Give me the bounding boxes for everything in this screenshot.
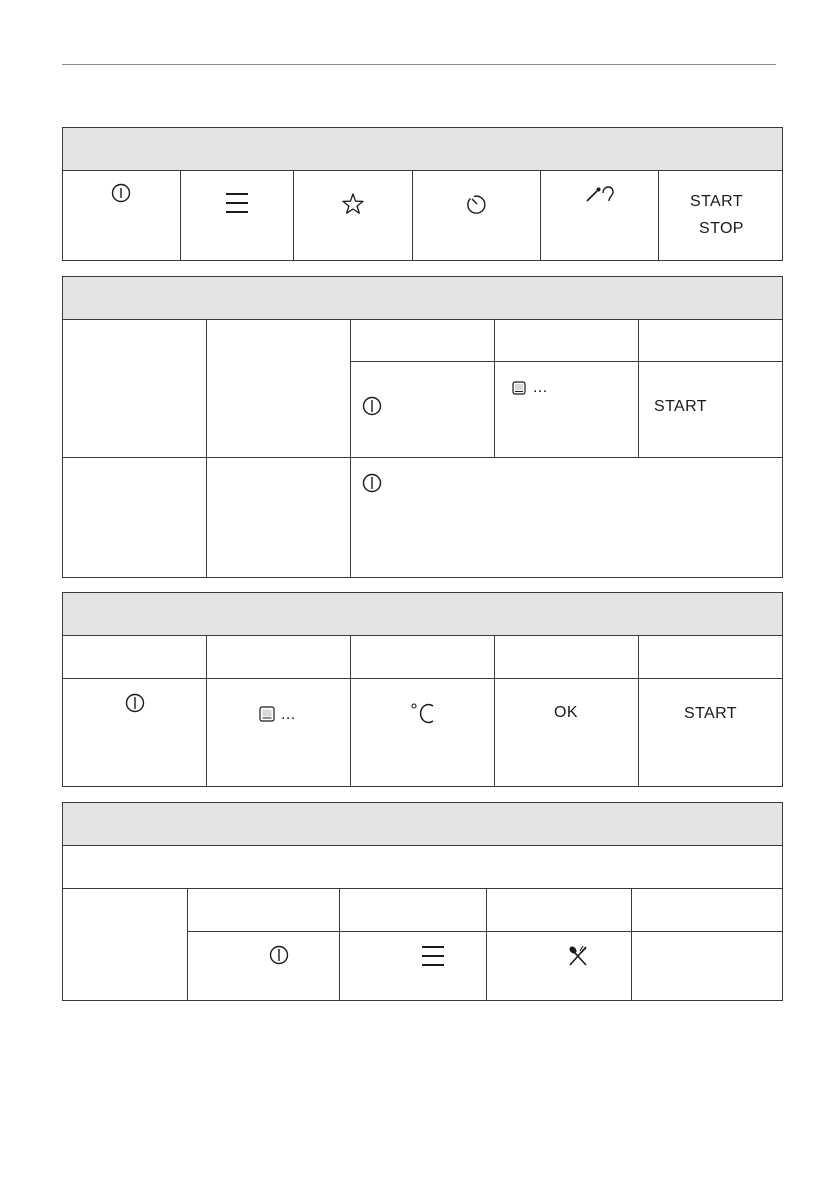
ellipsis-text: ... bbox=[281, 706, 296, 723]
panel-cell-power bbox=[63, 171, 181, 261]
setting-table-4 bbox=[62, 802, 783, 1001]
subheader-cell bbox=[207, 636, 351, 679]
step-number-cell bbox=[63, 320, 207, 458]
step-description-cell bbox=[207, 320, 351, 458]
favourite-star-icon bbox=[294, 171, 413, 260]
step-instruction-cell bbox=[351, 458, 783, 578]
panel-cell-timer bbox=[413, 171, 541, 261]
step-empty-cell bbox=[632, 932, 783, 1001]
subheader-cell bbox=[351, 320, 495, 362]
power-icon bbox=[63, 679, 207, 739]
panel-cell-probe bbox=[541, 171, 659, 261]
step-start-cell bbox=[639, 362, 783, 458]
step-start-cell bbox=[639, 679, 783, 787]
step-ok-cell bbox=[495, 679, 639, 787]
step-display-cell bbox=[207, 679, 351, 787]
start-label: START bbox=[684, 705, 737, 722]
food-probe-icon bbox=[541, 171, 659, 260]
start-label: START bbox=[654, 398, 707, 415]
menu-icon bbox=[181, 171, 294, 260]
panel-cell-favourite bbox=[294, 171, 413, 261]
power-icon bbox=[63, 171, 181, 260]
celsius-icon bbox=[351, 679, 495, 739]
step-power-cell bbox=[63, 679, 207, 787]
step-menu-cell bbox=[340, 932, 487, 1001]
subheader-cell bbox=[495, 320, 639, 362]
subheader-cell bbox=[632, 889, 783, 932]
step-display-cell bbox=[495, 362, 639, 458]
subheader-cell bbox=[639, 320, 783, 362]
table-header-row bbox=[63, 277, 783, 320]
table-header-row bbox=[63, 593, 783, 636]
step-description-cell bbox=[207, 458, 351, 578]
subheader-cell bbox=[340, 889, 487, 932]
menu-icon bbox=[340, 932, 487, 982]
step-power-cell bbox=[188, 932, 340, 1001]
step-temperature-cell bbox=[351, 679, 495, 787]
ok-label: OK bbox=[554, 704, 578, 721]
timer-icon bbox=[413, 171, 541, 260]
subheader-cell bbox=[63, 636, 207, 679]
power-icon bbox=[351, 362, 495, 457]
step-number-cell bbox=[63, 889, 188, 1001]
subheader-cell bbox=[351, 636, 495, 679]
subheader-cell bbox=[495, 636, 639, 679]
stop-label: STOP bbox=[699, 220, 744, 237]
step-number-cell bbox=[63, 458, 207, 578]
power-icon bbox=[351, 458, 391, 498]
table-header-row bbox=[63, 803, 783, 846]
oven-display-icon bbox=[259, 706, 275, 722]
subheader-cell bbox=[639, 636, 783, 679]
oven-display-icon bbox=[512, 381, 526, 395]
setting-table-2 bbox=[62, 276, 783, 578]
subheader-cell bbox=[487, 889, 632, 932]
step-power-cell bbox=[351, 362, 495, 458]
setting-table-3 bbox=[62, 592, 783, 787]
step-cutlery-cell bbox=[487, 932, 632, 1001]
start-label: START bbox=[690, 193, 743, 210]
ellipsis-text: ... bbox=[533, 379, 548, 396]
panel-cell-start-stop bbox=[659, 171, 783, 261]
info-row bbox=[63, 846, 783, 889]
panel-cell-menu bbox=[181, 171, 294, 261]
table-header-row bbox=[63, 128, 783, 171]
subheader-cell bbox=[188, 889, 340, 932]
cutlery-icon bbox=[487, 932, 632, 982]
page-header-rule bbox=[62, 64, 776, 65]
power-icon bbox=[188, 932, 340, 982]
control-panel-table bbox=[62, 127, 783, 261]
